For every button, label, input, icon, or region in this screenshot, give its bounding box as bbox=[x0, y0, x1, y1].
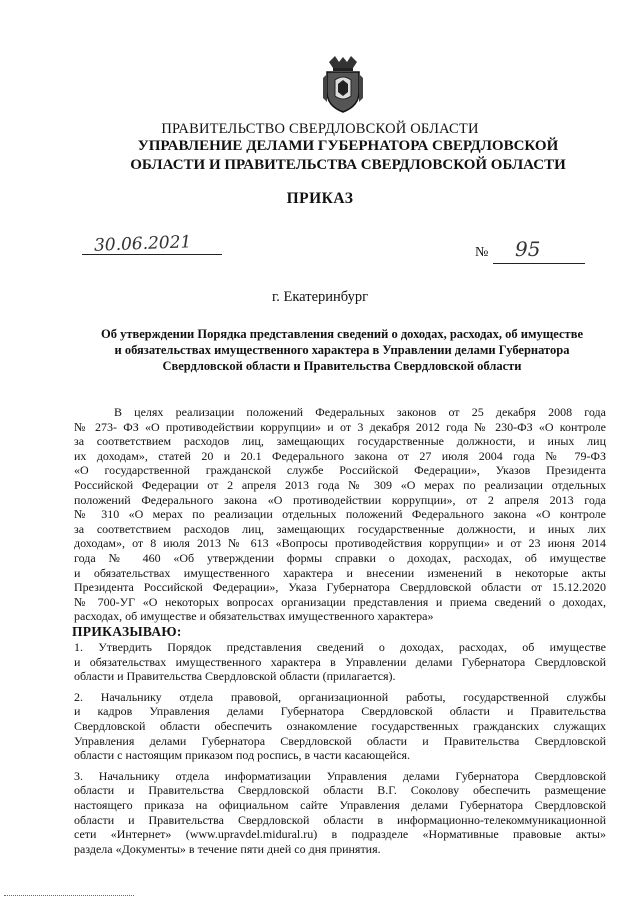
date-underline bbox=[82, 254, 222, 255]
document-date bbox=[82, 234, 222, 258]
item-1-line: области и Правительства Свердловской области (прилагается). bbox=[74, 669, 396, 684]
number-value: 95 bbox=[515, 237, 541, 261]
item-3-line: области и Правительства Свердловской области в информационно-телекоммуникационной bbox=[74, 812, 606, 827]
preamble-line: Российской Федерации от 2 апреля 2013 года № 309 «О мерах по реализации отдельных bbox=[74, 477, 606, 492]
preamble-line: В целях реализации положений Федеральных законов от 25 декабря 2008 года bbox=[114, 405, 606, 419]
subject-line: Об утверждении Порядка представления сведений о доходах, расходах, об имуществе bbox=[100, 327, 583, 341]
preamble-line: за соответствием расходов лиц, замещающих государственные должности, и иных лих bbox=[74, 521, 606, 536]
preamble-line: Президента Российской Федерации», Указа Губернатора Свердловской области от 15.12.2020 bbox=[74, 580, 606, 595]
item-1-line: и обязательствах имущественного характера в Управлении делами Губернатора Свердловской bbox=[74, 654, 606, 669]
document-type: ПРИКАЗ bbox=[286, 190, 354, 207]
order-heading: ПРИКАЗЫВАЮ: bbox=[72, 624, 182, 639]
preamble-line: их доходам», статей 20 и 20.1 Федерального закона от 27 июля 2004 года № 79-ФЗ bbox=[74, 448, 606, 463]
item-3-line: сети «Интернет» (www.upravdel.midural.ru) в подразделе «Нормативные правовые акты» bbox=[74, 827, 606, 842]
item-2-line: области с настоящим приказом под роспись, в части касающейся. bbox=[74, 748, 411, 763]
item-2-line: Управления делами Губернатора Свердловской области и Правительства Свердловской bbox=[74, 733, 606, 748]
government-name: ПРАВИТЕЛЬСТВО СВЕРДЛОВСКОЙ ОБЛАСТИ bbox=[161, 121, 479, 137]
order-items bbox=[74, 640, 606, 856]
coat-of-arms-icon bbox=[323, 56, 363, 114]
item-3-line: настоящего приказа на официальном сайте Управления делами Губернатора Свердловской bbox=[74, 797, 606, 812]
date-value: 30.06.2021 bbox=[93, 232, 192, 256]
item-3-line: области и Правительства Свердловской области В.Г. Соколову обеспечить размещение bbox=[74, 783, 606, 798]
item-3-line: раздела «Документы» в течение пяти дней со дня принятия. bbox=[74, 841, 381, 856]
preamble-line: расходах, об имуществе и обязательствах имущественного характера» bbox=[74, 609, 434, 624]
department-name bbox=[108, 137, 588, 175]
document-number bbox=[475, 237, 585, 267]
department-name-line: УПРАВЛЕНИЕ ДЕЛАМИ ГУБЕРНАТОРА СВЕРДЛОВСКОЙ bbox=[137, 138, 559, 154]
order-subject bbox=[72, 326, 612, 374]
item-3-line: 3. Начальнику отдела информатизации Управления делами Губернатора Свердловской bbox=[74, 768, 606, 783]
number-sign: № bbox=[475, 245, 489, 260]
preamble bbox=[74, 405, 606, 624]
subject-line: и обязательствах имущественного характера в Управлении делами Губернатора bbox=[114, 343, 570, 357]
footer-divider bbox=[4, 895, 134, 896]
preamble-line: за соответствием расходов лиц, замещающих государственные должности, и иных лиц bbox=[74, 434, 606, 449]
city: г. Екатеринбург bbox=[271, 289, 369, 305]
item-2-line: 2. Начальнику отдела правовой, организационной работы, государственной службы bbox=[74, 689, 606, 704]
preamble-line: доходам», от 8 июля 2013 № 613 «Вопросы противодействия коррупции» и от 23 июня 2014 bbox=[74, 536, 606, 551]
number-underline bbox=[493, 263, 585, 264]
item-1-line: 1. Утвердить Порядок представления сведений о доходах, расходах, об имуществе bbox=[74, 640, 606, 654]
preamble-line: и обязательствах имущественного характера и внесении изменений в некоторые акты bbox=[74, 565, 606, 580]
item-2-line: и кадров Управления делами Губернатора Свердловской области и Правительства bbox=[74, 704, 606, 719]
subject-line: Свердловской области и Правительства Свердловской области bbox=[162, 359, 522, 373]
preamble-line: № 700-УГ «О некоторых вопросах организации представления и приема сведений о доходах, bbox=[74, 594, 606, 609]
preamble-line: положений Федерального закона «О противодействии коррупции», от 2 апреля 2013 года bbox=[74, 492, 606, 507]
preamble-line: года № 460 «Об утверждении формы справки о доходах, расходах, об имуществе bbox=[74, 550, 606, 565]
preamble-line: «О государственной гражданской службе Российской Федерации», Указов Президента bbox=[74, 463, 606, 478]
department-name-line: ОБЛАСТИ И ПРАВИТЕЛЬСТВА СВЕРДЛОВСКОЙ ОБЛАСТИ bbox=[130, 157, 566, 173]
preamble-line: № 310 «О мерах по реализации отдельных положений Федерального закона «О контроле bbox=[74, 507, 606, 522]
preamble-line: № 273- ФЗ «О противодействии коррупции» и от 3 декабря 2012 года № 230-ФЗ «О контроле bbox=[74, 419, 606, 434]
item-2-line: Свердловской области обеспечить ознакомление государственных гражданских служащих bbox=[74, 718, 606, 733]
